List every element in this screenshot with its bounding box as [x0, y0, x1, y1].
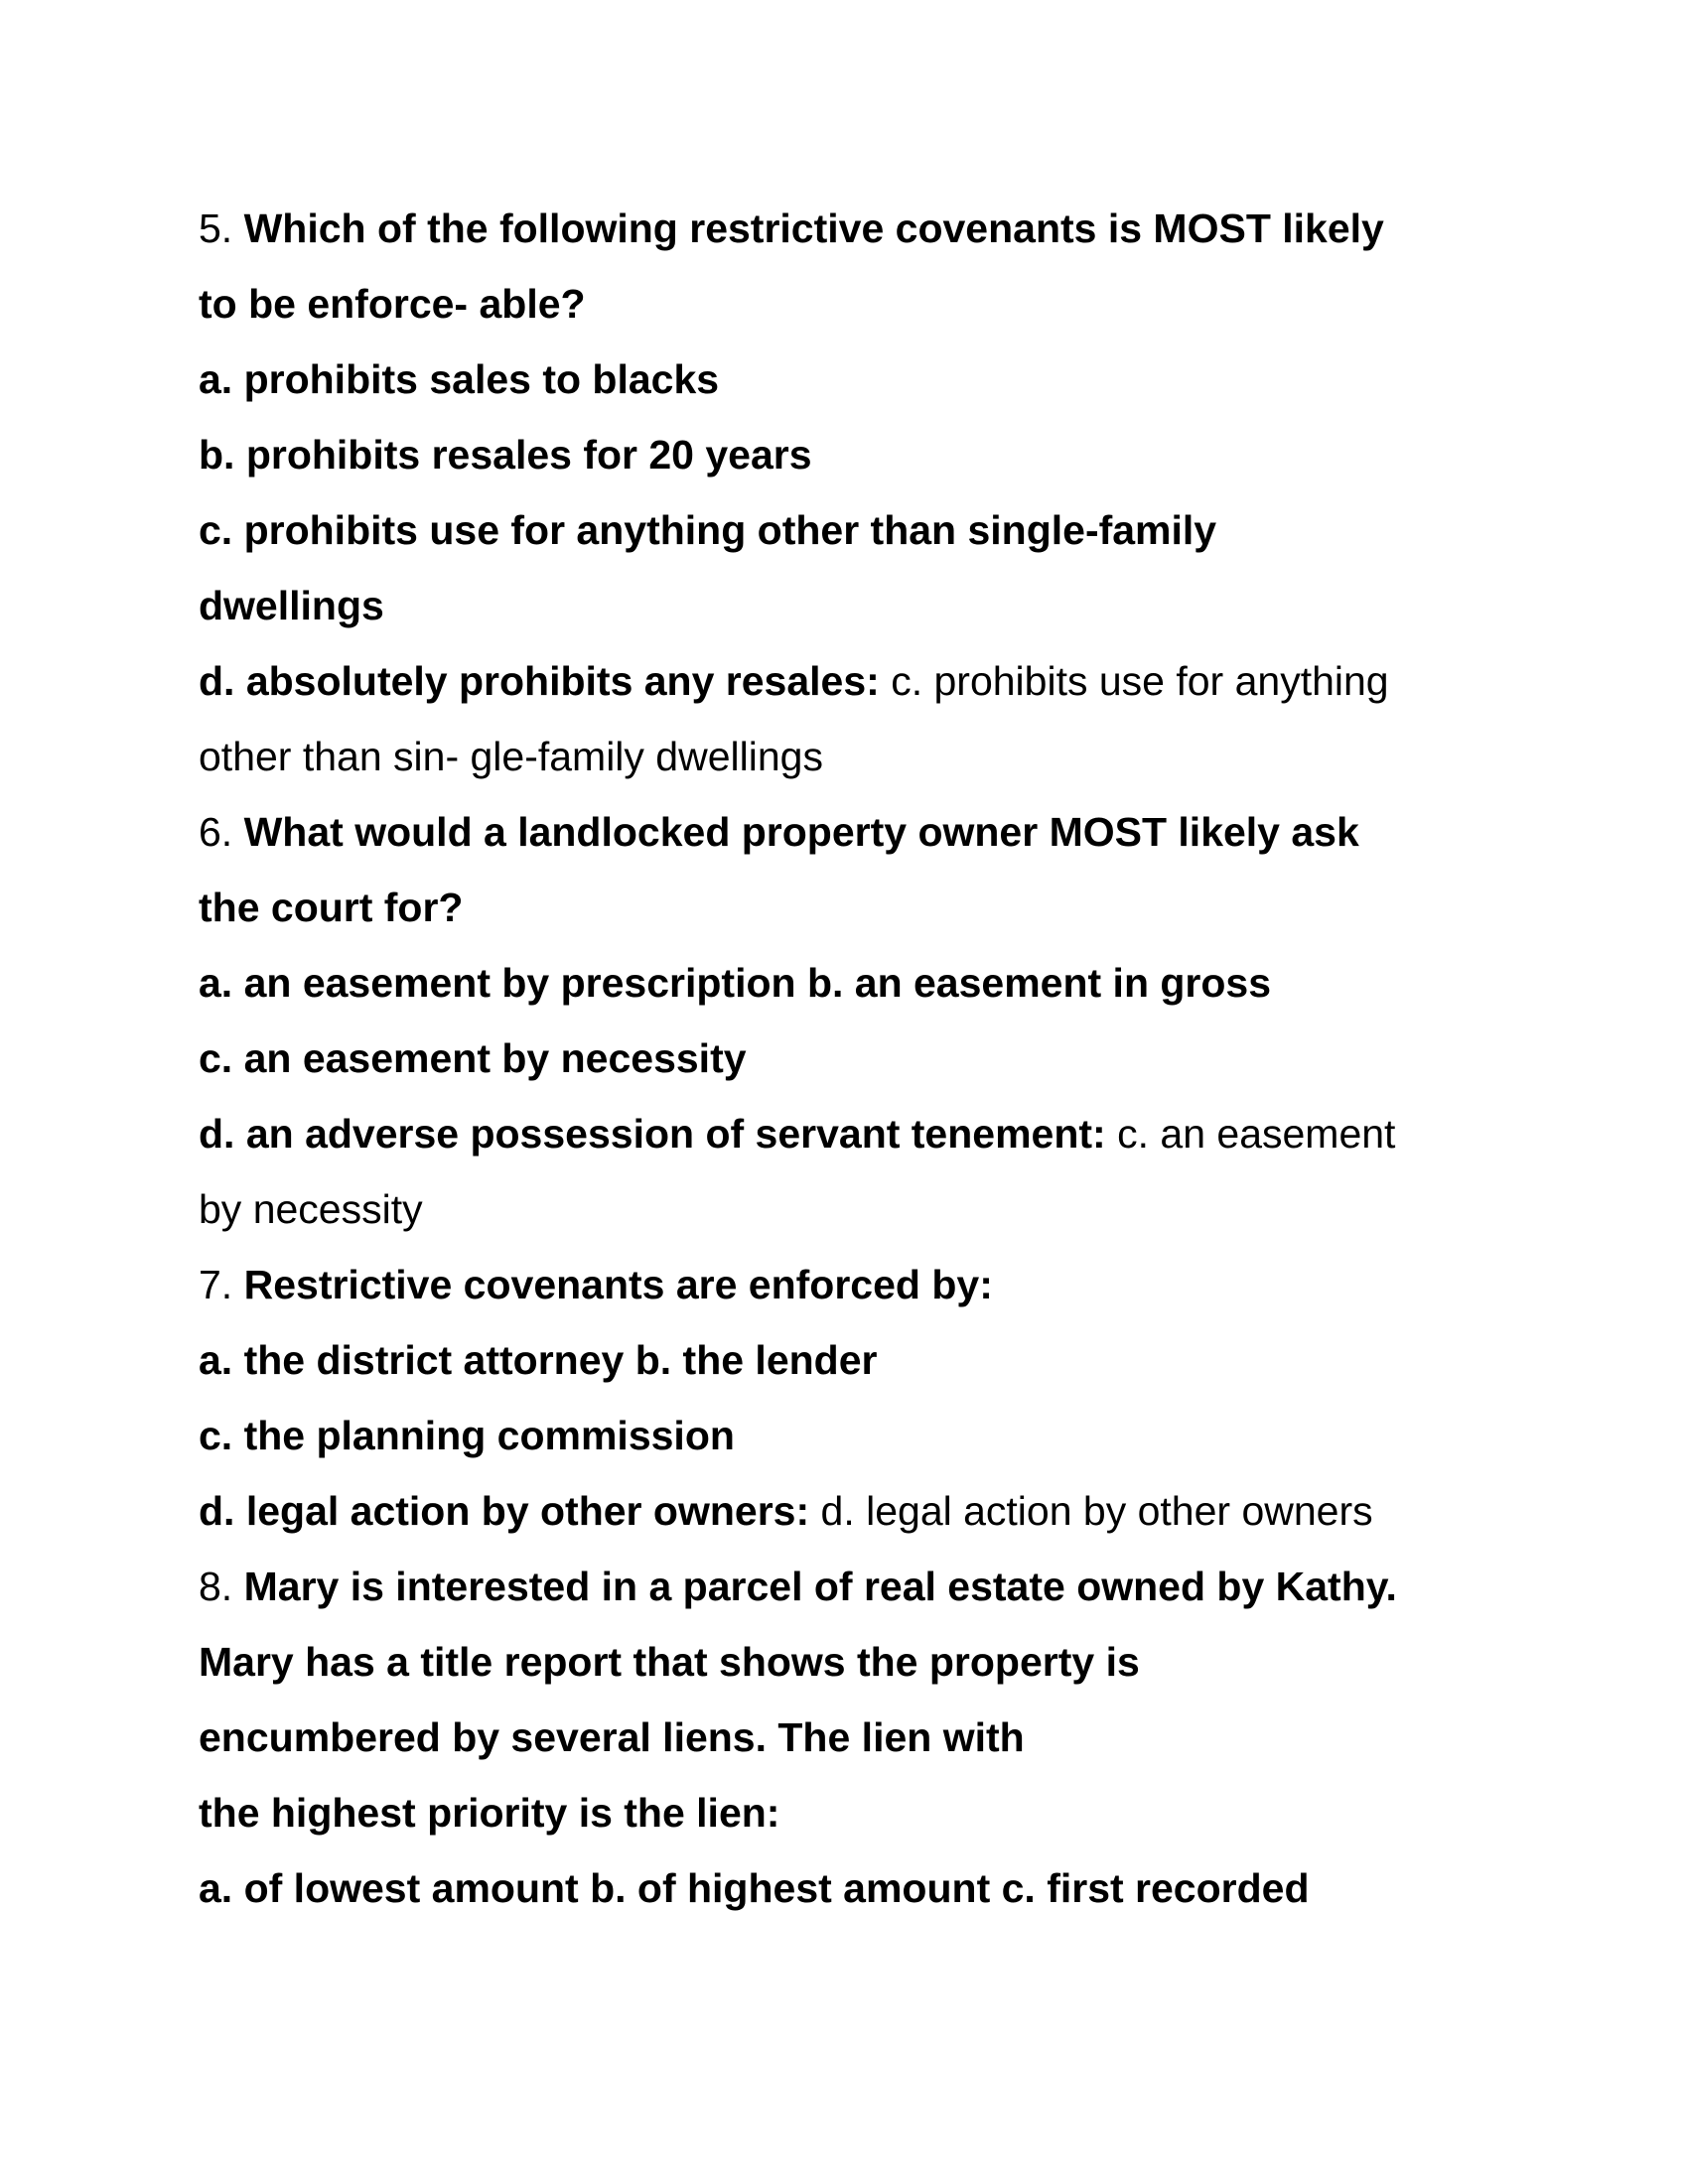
question-8-line-2: Mary has a title report that shows the property is: [199, 1639, 1140, 1685]
question-6-line-2: the court for?: [199, 885, 464, 930]
question-8-line-1: [199, 1549, 1529, 1624]
answer-text: d. legal action by other owners: [820, 1488, 1373, 1534]
question-5-option-d: [199, 643, 1529, 719]
question-5-option-c-cont: dwellings: [199, 583, 384, 628]
question-number: 5.: [199, 205, 233, 251]
question-6-options-ab: a. an easement by prescription b. an easement in gross: [199, 960, 1272, 1006]
question-number: 8.: [199, 1564, 233, 1609]
option-d-text: d. absolutely prohibits any resales:: [199, 658, 880, 704]
question-8-line-4: the highest priority is the lien:: [199, 1790, 780, 1836]
answer-text: c. prohibits use for anything: [891, 658, 1389, 704]
question-7-options-ab: a. the district attorney b. the lender: [199, 1337, 878, 1383]
option-d-text: d. an adverse possession of servant tenement:: [199, 1111, 1106, 1157]
option-d-text: d. legal action by other owners:: [199, 1488, 810, 1534]
question-number: 6.: [199, 809, 233, 855]
question-7-option-d: [199, 1473, 1529, 1549]
question-5-line-2: to be enforce- able?: [199, 281, 586, 327]
question-7-line-1: [199, 1247, 1529, 1322]
question-5-answer-cont: other than sin- gle-family dwellings: [199, 734, 823, 779]
question-text: Which of the following restrictive covenants is MOST likely: [243, 205, 1384, 251]
question-6-option-d: [199, 1096, 1529, 1171]
question-5-option-b: b. prohibits resales for 20 years: [199, 432, 812, 478]
question-8-options-abc: a. of lowest amount b. of highest amount c. first recorded: [199, 1865, 1310, 1911]
question-8-line-3: encumbered by several liens. The lien with: [199, 1714, 1025, 1760]
question-7-option-c: c. the planning commission: [199, 1413, 735, 1458]
question-6-answer-cont: by necessity: [199, 1186, 423, 1232]
question-5-option-c: c. prohibits use for anything other than single-family: [199, 507, 1217, 553]
document-page: [199, 191, 1529, 1926]
question-text: Mary is interested in a parcel of real estate owned by Kathy.: [243, 1564, 1397, 1609]
question-text: What would a landlocked property owner MOST likely ask: [243, 809, 1359, 855]
question-number: 7.: [199, 1262, 233, 1307]
question-5-line-1: [199, 191, 1529, 266]
question-5-option-a: a. prohibits sales to blacks: [199, 356, 720, 402]
answer-text: c. an easement: [1117, 1111, 1396, 1157]
question-text: Restrictive covenants are enforced by:: [243, 1262, 993, 1307]
question-6-line-1: [199, 794, 1529, 870]
question-6-option-c: c. an easement by necessity: [199, 1035, 747, 1081]
